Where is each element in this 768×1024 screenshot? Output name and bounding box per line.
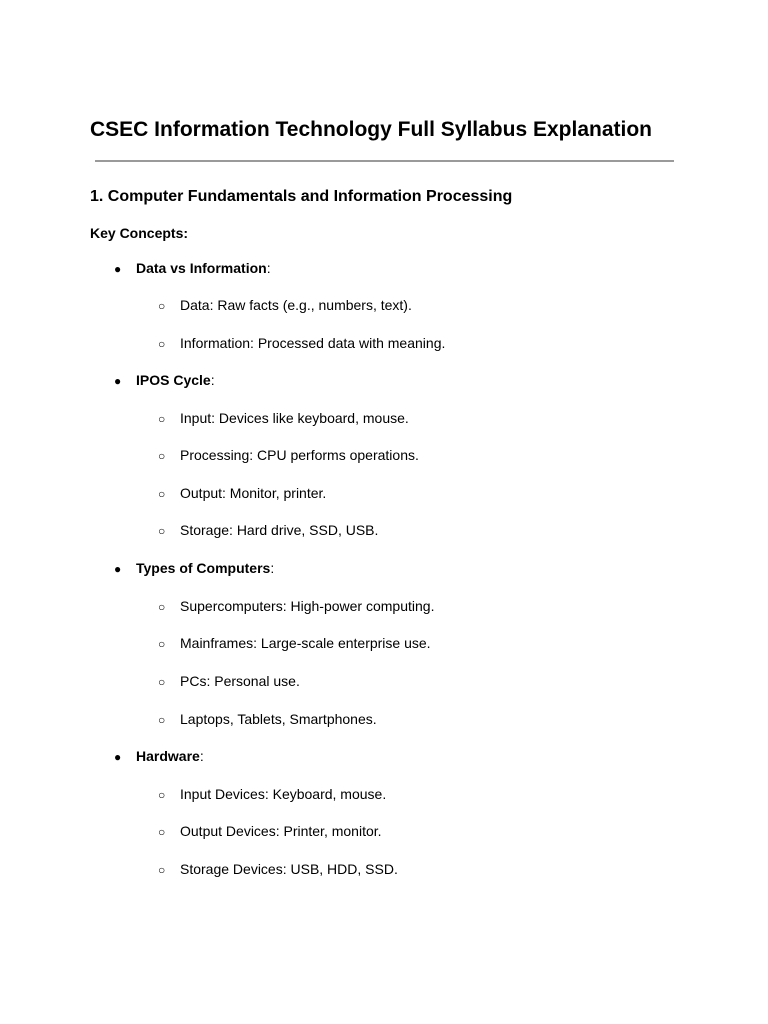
sub-list-item-text: Output Devices: Printer, monitor. (180, 823, 382, 839)
list-item-term: IPOS Cycle (136, 372, 211, 388)
hollow-bullet-icon: ○ (158, 825, 166, 839)
list-item-suffix: : (266, 260, 271, 276)
list-item-ipos-cycle (114, 371, 215, 390)
hollow-bullet-icon: ○ (158, 487, 166, 501)
hollow-bullet-icon: ○ (158, 637, 166, 651)
hollow-bullet-icon: ○ (158, 412, 166, 426)
hollow-bullet-icon: ○ (158, 449, 166, 463)
sub-list-item (158, 446, 419, 465)
sub-list-item-text: Storage: Hard drive, SSD, USB. (180, 522, 379, 538)
sub-list-item (158, 672, 300, 691)
sub-list-item (158, 409, 409, 428)
list-item-suffix: : (270, 560, 275, 576)
list-item-data-vs-information (114, 259, 271, 278)
sub-list-item-text: Storage Devices: USB, HDD, SSD. (180, 861, 398, 877)
sub-list-item (158, 334, 445, 353)
list-item-suffix: : (210, 372, 215, 388)
sub-list-item (158, 521, 378, 540)
bullet-icon: ● (114, 562, 122, 576)
sub-list-item-text: Supercomputers: High-power computing. (180, 598, 435, 614)
hollow-bullet-icon: ○ (158, 337, 166, 351)
sub-list-item-text: PCs: Personal use. (180, 673, 300, 689)
sub-list-item-text: Input: Devices like keyboard, mouse. (180, 410, 409, 426)
sub-list-item-text: Output: Monitor, printer. (180, 485, 327, 501)
sub-list-item-text: Information: Processed data with meaning. (180, 335, 446, 351)
key-concepts-label: Key Concepts: (90, 225, 189, 241)
list-item-term: Data vs Information (136, 260, 267, 276)
bullet-icon: ● (114, 262, 122, 276)
list-item-suffix: : (199, 748, 204, 764)
hollow-bullet-icon: ○ (158, 713, 166, 727)
list-item-hardware (114, 747, 204, 766)
sub-list-item (158, 822, 382, 841)
list-item-types-of-computers (114, 559, 274, 578)
hollow-bullet-icon: ○ (158, 524, 166, 538)
hollow-bullet-icon: ○ (158, 600, 166, 614)
sub-list-item-text: Input Devices: Keyboard, mouse. (180, 786, 387, 802)
sub-list-item-text: Mainframes: Large-scale enterprise use. (180, 635, 431, 651)
document-title: CSEC Information Technology Full Syllabus Explanation (90, 118, 652, 141)
section-heading: 1. Computer Fundamentals and Information Processing (90, 188, 513, 205)
sub-list-item-text: Data: Raw facts (e.g., numbers, text). (180, 297, 412, 313)
sub-list-item (158, 860, 398, 879)
sub-list-item (158, 785, 386, 804)
hollow-bullet-icon: ○ (158, 788, 166, 802)
list-item-term: Hardware (136, 748, 200, 764)
sub-list-item (158, 484, 326, 503)
bullet-icon: ● (114, 374, 122, 388)
list-item-term: Types of Computers (136, 560, 271, 576)
sub-list-item (158, 597, 434, 616)
sub-list-item (158, 634, 431, 653)
hollow-bullet-icon: ○ (158, 675, 166, 689)
sub-list-item (158, 296, 412, 315)
sub-list-item-text: Processing: CPU performs operations. (180, 447, 419, 463)
sub-list-item (158, 710, 377, 729)
hollow-bullet-icon: ○ (158, 299, 166, 313)
bullet-icon: ● (114, 750, 122, 764)
hollow-bullet-icon: ○ (158, 863, 166, 877)
title-divider (95, 160, 674, 162)
sub-list-item-text: Laptops, Tablets, Smartphones. (180, 711, 377, 727)
